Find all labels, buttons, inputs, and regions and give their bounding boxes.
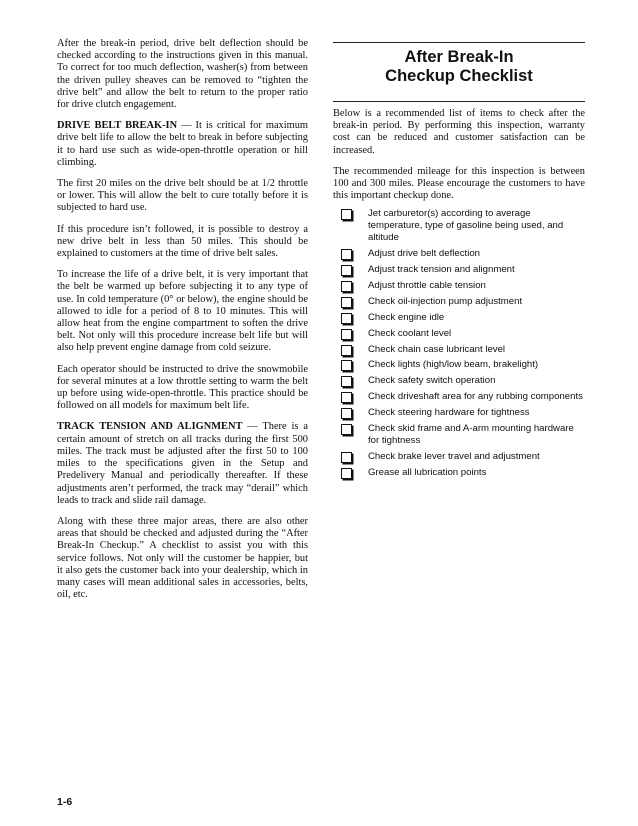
checkbox-icon[interactable] (341, 376, 352, 387)
checklist-mileage-note: The recommended mileage for this inspection is between 100 and 300 miles. Please encourage the customers to have this important checkup done. (333, 165, 585, 202)
checklist-item (333, 264, 585, 276)
checklist-item (333, 423, 585, 446)
left-column (57, 38, 308, 610)
checkbox-icon[interactable] (341, 345, 352, 356)
checkbox-icon[interactable] (341, 408, 352, 419)
checkbox-icon[interactable] (341, 249, 352, 260)
checklist-item (333, 208, 585, 243)
checkbox-icon[interactable] (341, 452, 352, 463)
checklist-item-label: Check engine idle (368, 311, 445, 323)
checklist-title-box (333, 42, 585, 102)
checklist-item (333, 467, 585, 479)
checklist-item-label: Check lights (high/low beam, brakelight) (368, 359, 539, 371)
checklist-item (333, 280, 585, 292)
checkbox-icon[interactable] (341, 297, 352, 308)
run-in-heading-drive-belt-break-in: DRIVE BELT BREAK-IN (57, 120, 178, 132)
checklist-item-label: Grease all lubrication points (368, 466, 487, 478)
paragraph-drive-belt-break-in (57, 120, 308, 169)
checklist-item (333, 451, 585, 463)
checklist-item (333, 359, 585, 371)
checklist-item-label: Adjust throttle cable tension (368, 279, 486, 291)
checkbox-icon[interactable] (341, 360, 352, 371)
paragraph-first-20-miles: The first 20 miles on the drive belt should be at 1/2 throttle or lower. This will allow the belt to cure totally before it is subjected to hard use. (57, 178, 308, 214)
checkbox-icon[interactable] (341, 468, 352, 479)
paragraph-track-tension (57, 421, 308, 506)
checklist-item-label: Adjust drive belt deflection (368, 247, 480, 259)
paragraph-belt-deflection: After the break-in period, drive belt deflection should be checked according to the instructions given in this manual. To correct for too much deflection, washer(s) from between the driven pulley sheaves can be removed to “tighten the drive belt” and allow the belt to return to the proper ratio for drive clutch engagement. (57, 38, 308, 111)
checklist (333, 208, 585, 478)
checklist-title-line-1: After Break-In (404, 48, 514, 66)
checklist-item (333, 391, 585, 403)
checkbox-icon[interactable] (341, 329, 352, 340)
paragraph-other-areas: Along with these three major areas, there are also other areas that should be checked and adjusted during the “After Break-In Checkup.” A checklist to assist you with this service follows. Not only will the customer be happier, but it also gets the customer back into your dealership, which in many cases will mean additional sales in accessories, belts, oil, etc. (57, 515, 308, 601)
checklist-title-line-2: Checkup Checklist (385, 67, 533, 85)
checklist-item-label: Check driveshaft area for any rubbing components (368, 391, 583, 403)
checklist-item (333, 248, 585, 260)
checklist-item-label: Check chain case lubricant level (368, 343, 506, 355)
checkbox-icon[interactable] (341, 313, 352, 324)
checklist-item-label: Adjust track tension and alignment (368, 263, 515, 275)
checkbox-icon[interactable] (341, 424, 352, 435)
checklist-item-label: Jet carburetor(s) according to average temperature, type of gasoline being used, and altitude (368, 208, 564, 243)
checklist-item (333, 296, 585, 308)
checklist-item (333, 312, 585, 324)
checklist-item-label: Check oil-injection pump adjustment (368, 295, 523, 307)
checklist-item-label: Check brake lever travel and adjustment (368, 451, 540, 462)
paragraph-operator-instruction: Each operator should be instructed to drive the snowmobile for several minutes at a low throttle setting to warm the belt up before using wide-open-throttle. This practice should be followed on all models for maximum belt life. (57, 363, 308, 412)
checkbox-icon[interactable] (341, 281, 352, 292)
checklist-item-label: Check steering hardware for tightness (368, 407, 530, 419)
right-column (333, 38, 585, 483)
checklist-item-label: Check coolant level (368, 327, 452, 339)
paragraph-body: — There is a certain amount of stretch on all tracks during the first 500 miles. The track must be adjusted after the first 50 to 100 miles to the specifications given in the Setup and Predelivery Manual and periodically thereafter. If these adjustments aren’t performed, the track may “derail” which leads to track and slide rail damage. (57, 421, 308, 506)
page-number: 1-6 (57, 796, 73, 808)
paragraph-procedure-warning: If this procedure isn’t followed, it is possible to destroy a new drive belt in less than 50 miles. This should be explained to customers at the time of drive belt sales. (57, 223, 308, 260)
checklist-item (333, 328, 585, 340)
checklist-item (333, 407, 585, 419)
checklist-intro: Below is a recommended list of items to check after the break-in period. By performing this inspection, warranty cost can be reduced and customer satisfaction can be increased. (333, 108, 585, 156)
checklist-item-label: Check skid frame and A-arm mounting hardware for tightness (368, 423, 574, 447)
checklist-item (333, 344, 585, 356)
paragraph-warm-up: To increase the life of a drive belt, it is very important that the belt be warmed up before subjecting it to any type of use. In cold temperature (0° or below), the engine should be allowed to idle for a period of 8 to 10 minutes. This will allow heat from the engine compartment to soften the drive belt. Not only will this procedure increase belt life but will also help prevent engine damage from cold seizure. (57, 269, 308, 354)
checklist-title (333, 48, 585, 86)
checkbox-icon[interactable] (341, 209, 352, 220)
run-in-heading-track-tension: TRACK TENSION AND ALIGNMENT (57, 421, 243, 433)
paragraph-body: — It is critical for maximum drive belt life to allow the belt to break in before subjecting it to hard use such as wide-open-throttle operation or hill climbing. (57, 120, 308, 168)
checkbox-icon[interactable] (341, 265, 352, 276)
checkbox-icon[interactable] (341, 392, 352, 403)
checklist-item (333, 375, 585, 387)
checklist-item-label: Check safety switch operation (368, 375, 496, 387)
